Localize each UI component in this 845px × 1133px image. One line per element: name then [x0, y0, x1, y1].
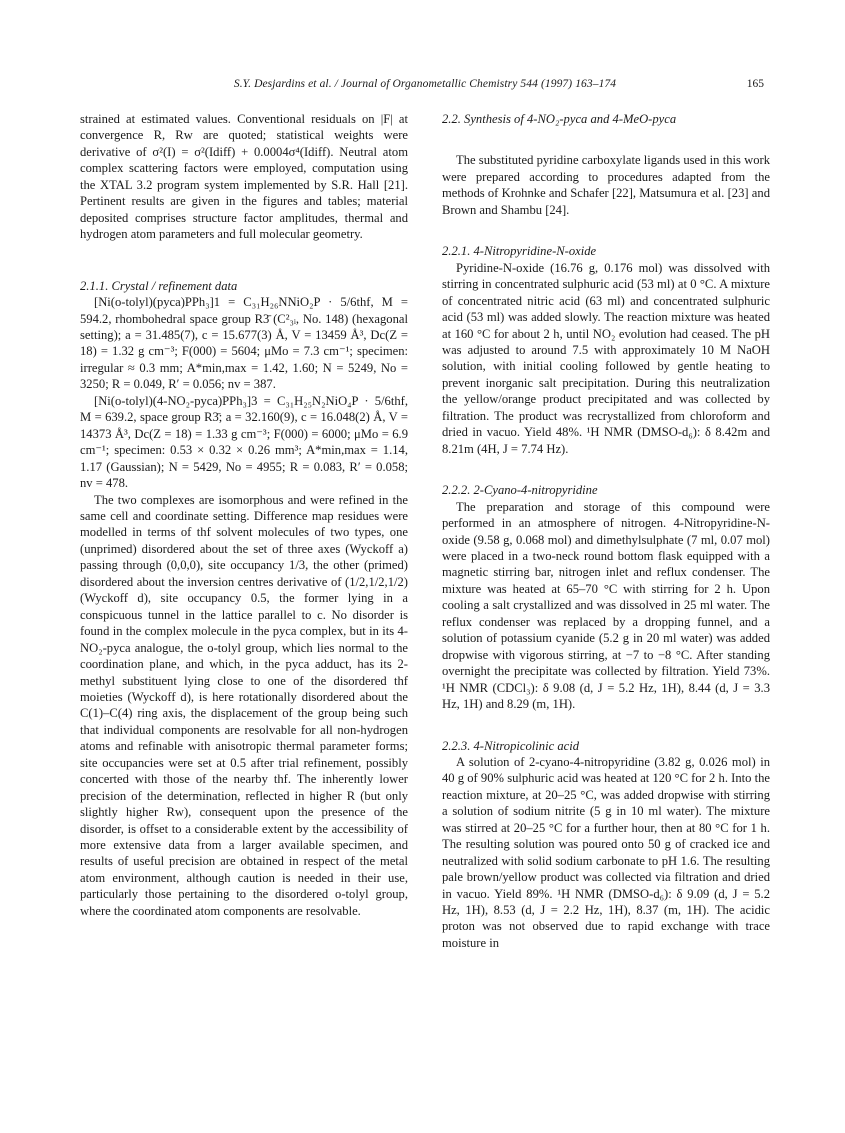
paragraph-cyano-nitropyridine: The preparation and storage of this compound were performed in an atmosphere of nitrogen. 4-Nitropyridine-N-oxide (9.58 g, 0.068 mol) and dimethylsulphate (7 ml, 0.07 mol) were placed in a two-neck round bottom flask equipped with a magnetic stirring bar, nitrogen inlet and reflux condenser. The mixture was heated at 65–70 °C with stirring for 2 h. Upon cooling a salt crystallized and was dissolved in 25 ml water. The reflux condenser was replaced by a dropping funnel, and a solution of potassium cyanide (5.2 g in 20 ml water) was added dropwise with vigorous stirring, at −7 to −8 °C. After standing overnight the precipitate was collected by filtration. Yield 73%. ¹H NMR (CDCl₃): δ 9.08 (d, J = 5.2 Hz, 1H), 8.44 (d, J = 3.3 Hz, 1H) and 8.29 (m, 1H).	[442, 499, 770, 712]
paragraph-nitropyridine-n-oxide: Pyridine-N-oxide (16.76 g, 0.176 mol) was dissolved with stirring in concentrated sulphuric acid (53 ml) at 0 °C. A mixture of concentrated nitric acid (63 ml) and concentrated sulphuric acid (53 ml) was added slowly. The reaction mixture was heated at 160 °C for about 2 h, until NO₂ evolution had ceased. The pH was adjusted to around 7.5 with approximately 10 M NaOH solution, with initial cooling followed by gentle heating to prevent inorganic salt precipitation. During this neutralization the yellow/orange product precipitated and was collected by filtration. The product was recrystallized from chloroform and dried in vacuo. Yield 48%. ¹H NMR (DMSO-d₆): δ 8.42m and 8.21m (4H, J = 7.74 Hz).	[442, 260, 770, 456]
section-heading-2-1-1: 2.1.1. Crystal / refinement data	[80, 278, 238, 293]
paragraph-refinement-residuals: strained at estimated values. Conventional residuals on |F| at convergence R, Rw are quoted; statistical weights were derivative of σ²(I) = σ²(Idiff) + 0.0004σ⁴(Idiff). Neutral atom complex scattering factors were employed, computation using the XTAL 3.2 program system implemented by S.R. Hall [21]. Pertinent results are given in the figures and tables; material deposited comprises structure factor amplitudes, thermal and hydrogen atom parameters and full molecular geometry.	[80, 112, 408, 242]
running-head: S.Y. Desjardins et al. / Journal of Organometallic Chemistry 544 (1997) 163–174	[233, 78, 617, 90]
section-heading-2-2-3: 2.2.3. 4-Nitropicolinic acid	[442, 738, 579, 753]
paragraph-isomorphous-disorder: The two complexes are isomorphous and were refined in the same cell and coordinate setting. Difference map residues were modelled in terms of thf solvent molecules of two types, one (unprimed) disordered about the set of three axes (Wyckoff a) passing through (0,0,0), site occupancy 1/3, the other (primed) disordered about the inversion centres derivative of (1/2,1/2,1/2) (Wyckoff d), site occupancy 0.5, the former lying in a conspicuous tunnel in the lattice parallel to c. No disorder is found in the complex molecule in the pyca complex, but in its 4-NO₂-pyca analogue, the o-tolyl group, which lies normal to the coordination plane, and which, in the pyca adduct, has its 2-methyl substituent lying close to one of the disordered thf moieties (Wyckoff d), is here rotationally disordered about the C(1)–C(4) ring axis, the displacement of the group being such that individual components are resolvable for all non-hydrogen atoms and refinable with anisotropic thermal parameter forms; site occupancies were set at 0.5 after trial refinement, possibly concerted with those of the nearby thf. The inherently lower precision of the determination, reflected in higher R (but only slightly higher Rw), consequent upon the presence of the disorder, is offset to a considerable extent by the accessibility of more extensive data from a larger available specimen, and results of useful precision are obtained in respect of the metal atom environment, although caution is needed in their use, particularly those pertaining to the disordered o-tolyl group, where the coordinated atom components are resolvable.	[80, 492, 408, 918]
page-number: 165	[746, 78, 764, 90]
paragraph-crystal-data-3: [Ni(o-tolyl)(4-NO₂-pyca)PPh₃]3 = C₃₁H₂₅N₂NiO₄P · 5/6thf, M = 639.2, space group R3̄; a = 32.160(9), c = 16.048(2) Å, V = 14373 Å³, Dc(Z = 18) = 1.33 g cm⁻³; F(000) = 6000; μMo = 6.9 cm⁻¹; specimen: 0.53 × 0.32 × 0.26 mm³; A*min,max = 1.14, 1.17 (Gaussian); N = 5429, No = 4955; R = 0.083, R′ = 0.058; nv = 478.	[80, 393, 408, 491]
paragraph-ligand-synthesis-intro: The substituted pyridine carboxylate ligands used in this work were prepared according to procedures adapted from the methods of Krohnke and Schafer [22], Matsumura et al. [23] and Brown and Shambu [24].	[442, 153, 770, 217]
right-column	[442, 111, 770, 951]
page-header	[80, 78, 770, 96]
section-heading-2-2-1: 2.2.1. 4-Nitropyridine-N-oxide	[442, 244, 597, 259]
section-heading-2-2-2: 2.2.2. 2-Cyano-4-nitropyridine	[442, 483, 598, 498]
section-heading-2-2: 2.2. Synthesis of 4-NO₂-pyca and 4-MeO-pyca	[442, 112, 677, 126]
left-column	[80, 111, 408, 919]
paragraph-crystal-data-1: [Ni(o-tolyl)(pyca)PPh₃]1 = C₃₁H₂₆NNiO₂P · 5/6thf, M = 594.2, rhombohedral space group R3̄ (C²₃ᵢ, No. 148) (hexagonal setting); a = 31.485(7), c = 15.677(3) Å, V = 13459 Å³, Dc(Z = 18) = 1.32 g cm⁻³; F(000) = 5604; μMo = 7.3 cm⁻¹; specimen: irregular ≈ 0.3 mm; A*min,max = 1.42, 1.60; N = 5249, No = 3250; R = 0.049, R′ = 0.056; nv = 387.	[80, 295, 408, 392]
paragraph-nitropicolinic-acid: A solution of 2-cyano-4-nitropyridine (3.82 g, 0.026 mol) in 40 g of 90% sulphuric acid was heated at 120 °C for 2 h. Into the reaction mixture, at 20–25 °C, was added dropwise with stirring a solution of sodium nitrite (5 g in 10 ml water). The mixture was stirred at 20–25 °C for a further hour, then at 80 °C for 1 h. The resulting solution was poured onto 50 g of cracked ice and neutralized with solid sodium carbonate to pH 1.6. The resulting pale brown/yellow product was collected via filtration and dried in vacuo. Yield 89%. ¹H NMR (DMSO-d₆): δ 9.09 (d, J = 5.2 Hz, 1H), 8.53 (d, J = 2.2 Hz, 1H), 8.37 (m, 1H). The acidic proton was not observed due to rapid exchange with trace moisture in	[442, 754, 770, 950]
